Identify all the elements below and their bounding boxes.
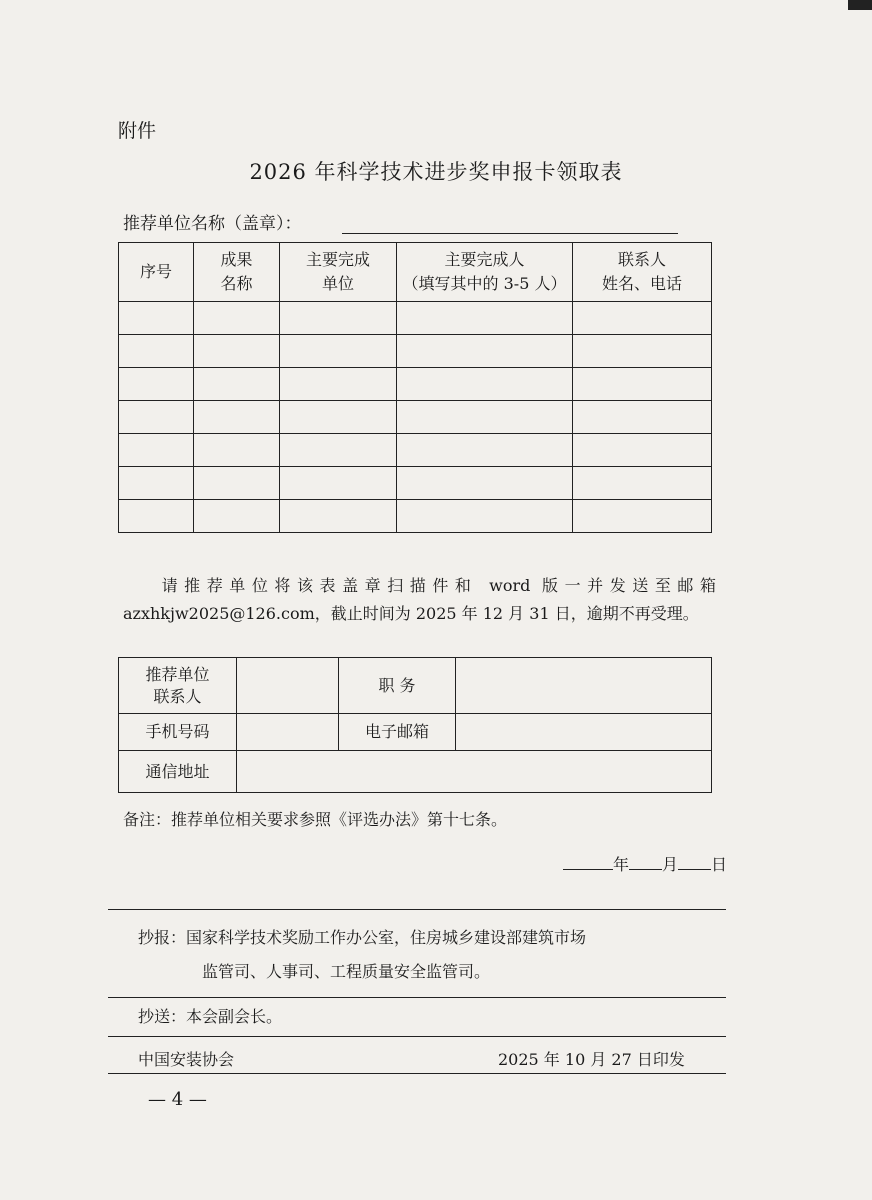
recommending-unit-label: 推荐单位名称（盖章）： [123, 214, 302, 234]
send-to: 抄送：本会副会长。 [138, 1007, 283, 1026]
year-field[interactable] [563, 851, 613, 870]
contact-row-person [119, 658, 712, 714]
contact-row-phone [119, 714, 712, 751]
header-cell-index: 序号 [119, 243, 194, 302]
month-field[interactable] [629, 851, 662, 870]
page-number: — 4 — [148, 1089, 207, 1110]
application-table [118, 242, 712, 533]
header-cell-contact: 联系人 姓名、电话 [573, 243, 712, 302]
header-cell-main-unit: 主要完成 单位 [280, 243, 397, 302]
mobile-label: 手机号码 [119, 714, 237, 751]
table-row [119, 368, 712, 401]
issue-date: 2025 年 10 月 27 日印发 [498, 1050, 685, 1069]
contact-info-table [118, 657, 712, 793]
report-to-line-1: 抄报：国家科学技术奖励工作办公室，住房城乡建设部建筑市场 [138, 928, 587, 947]
attachment-label: 附件 [118, 120, 157, 142]
day-field[interactable] [678, 851, 711, 870]
table-row [119, 401, 712, 434]
page-title: 2026 年科学技术进步奖申报卡领取表 [249, 160, 623, 184]
contact-person-field[interactable] [237, 658, 339, 714]
address-label: 通信地址 [119, 751, 237, 793]
email-label: 电子邮箱 [339, 714, 456, 751]
date-line: 年 月 日 [563, 851, 727, 875]
divider [108, 909, 726, 910]
submission-notice: 请推荐单位将该表盖章扫描件和 word 版一并发送至邮箱azxhkjw2025@126.com，截止时间为 2025 年 12 月 31 日，逾期不再受理。 [123, 576, 716, 623]
header-cell-result-name: 成果 名称 [194, 243, 280, 302]
divider [108, 997, 726, 998]
contact-row-address [119, 751, 712, 793]
corner-mark [848, 0, 872, 10]
table-row [119, 467, 712, 500]
remark: 备注：推荐单位相关要求参照《评选办法》第十七条。 [123, 810, 508, 829]
email-field[interactable] [456, 714, 712, 751]
table-row [119, 434, 712, 467]
issuing-organization: 中国安装协会 [138, 1050, 235, 1069]
position-label: 职 务 [339, 658, 456, 714]
recommending-unit-field[interactable] [342, 233, 678, 234]
table-header-row [119, 243, 712, 302]
mobile-field[interactable] [237, 714, 339, 751]
divider [108, 1036, 726, 1037]
header-cell-main-persons: 主要完成人 （填写其中的 3-5 人） [397, 243, 573, 302]
position-field[interactable] [456, 658, 712, 714]
contact-person-label: 推荐单位 联系人 [119, 658, 237, 714]
table-row [119, 335, 712, 368]
report-to-line-2: 监管司、人事司、工程质量安全监管司。 [202, 962, 491, 981]
table-row [119, 302, 712, 335]
divider [108, 1073, 726, 1074]
table-row [119, 500, 712, 533]
address-field[interactable] [237, 751, 712, 793]
